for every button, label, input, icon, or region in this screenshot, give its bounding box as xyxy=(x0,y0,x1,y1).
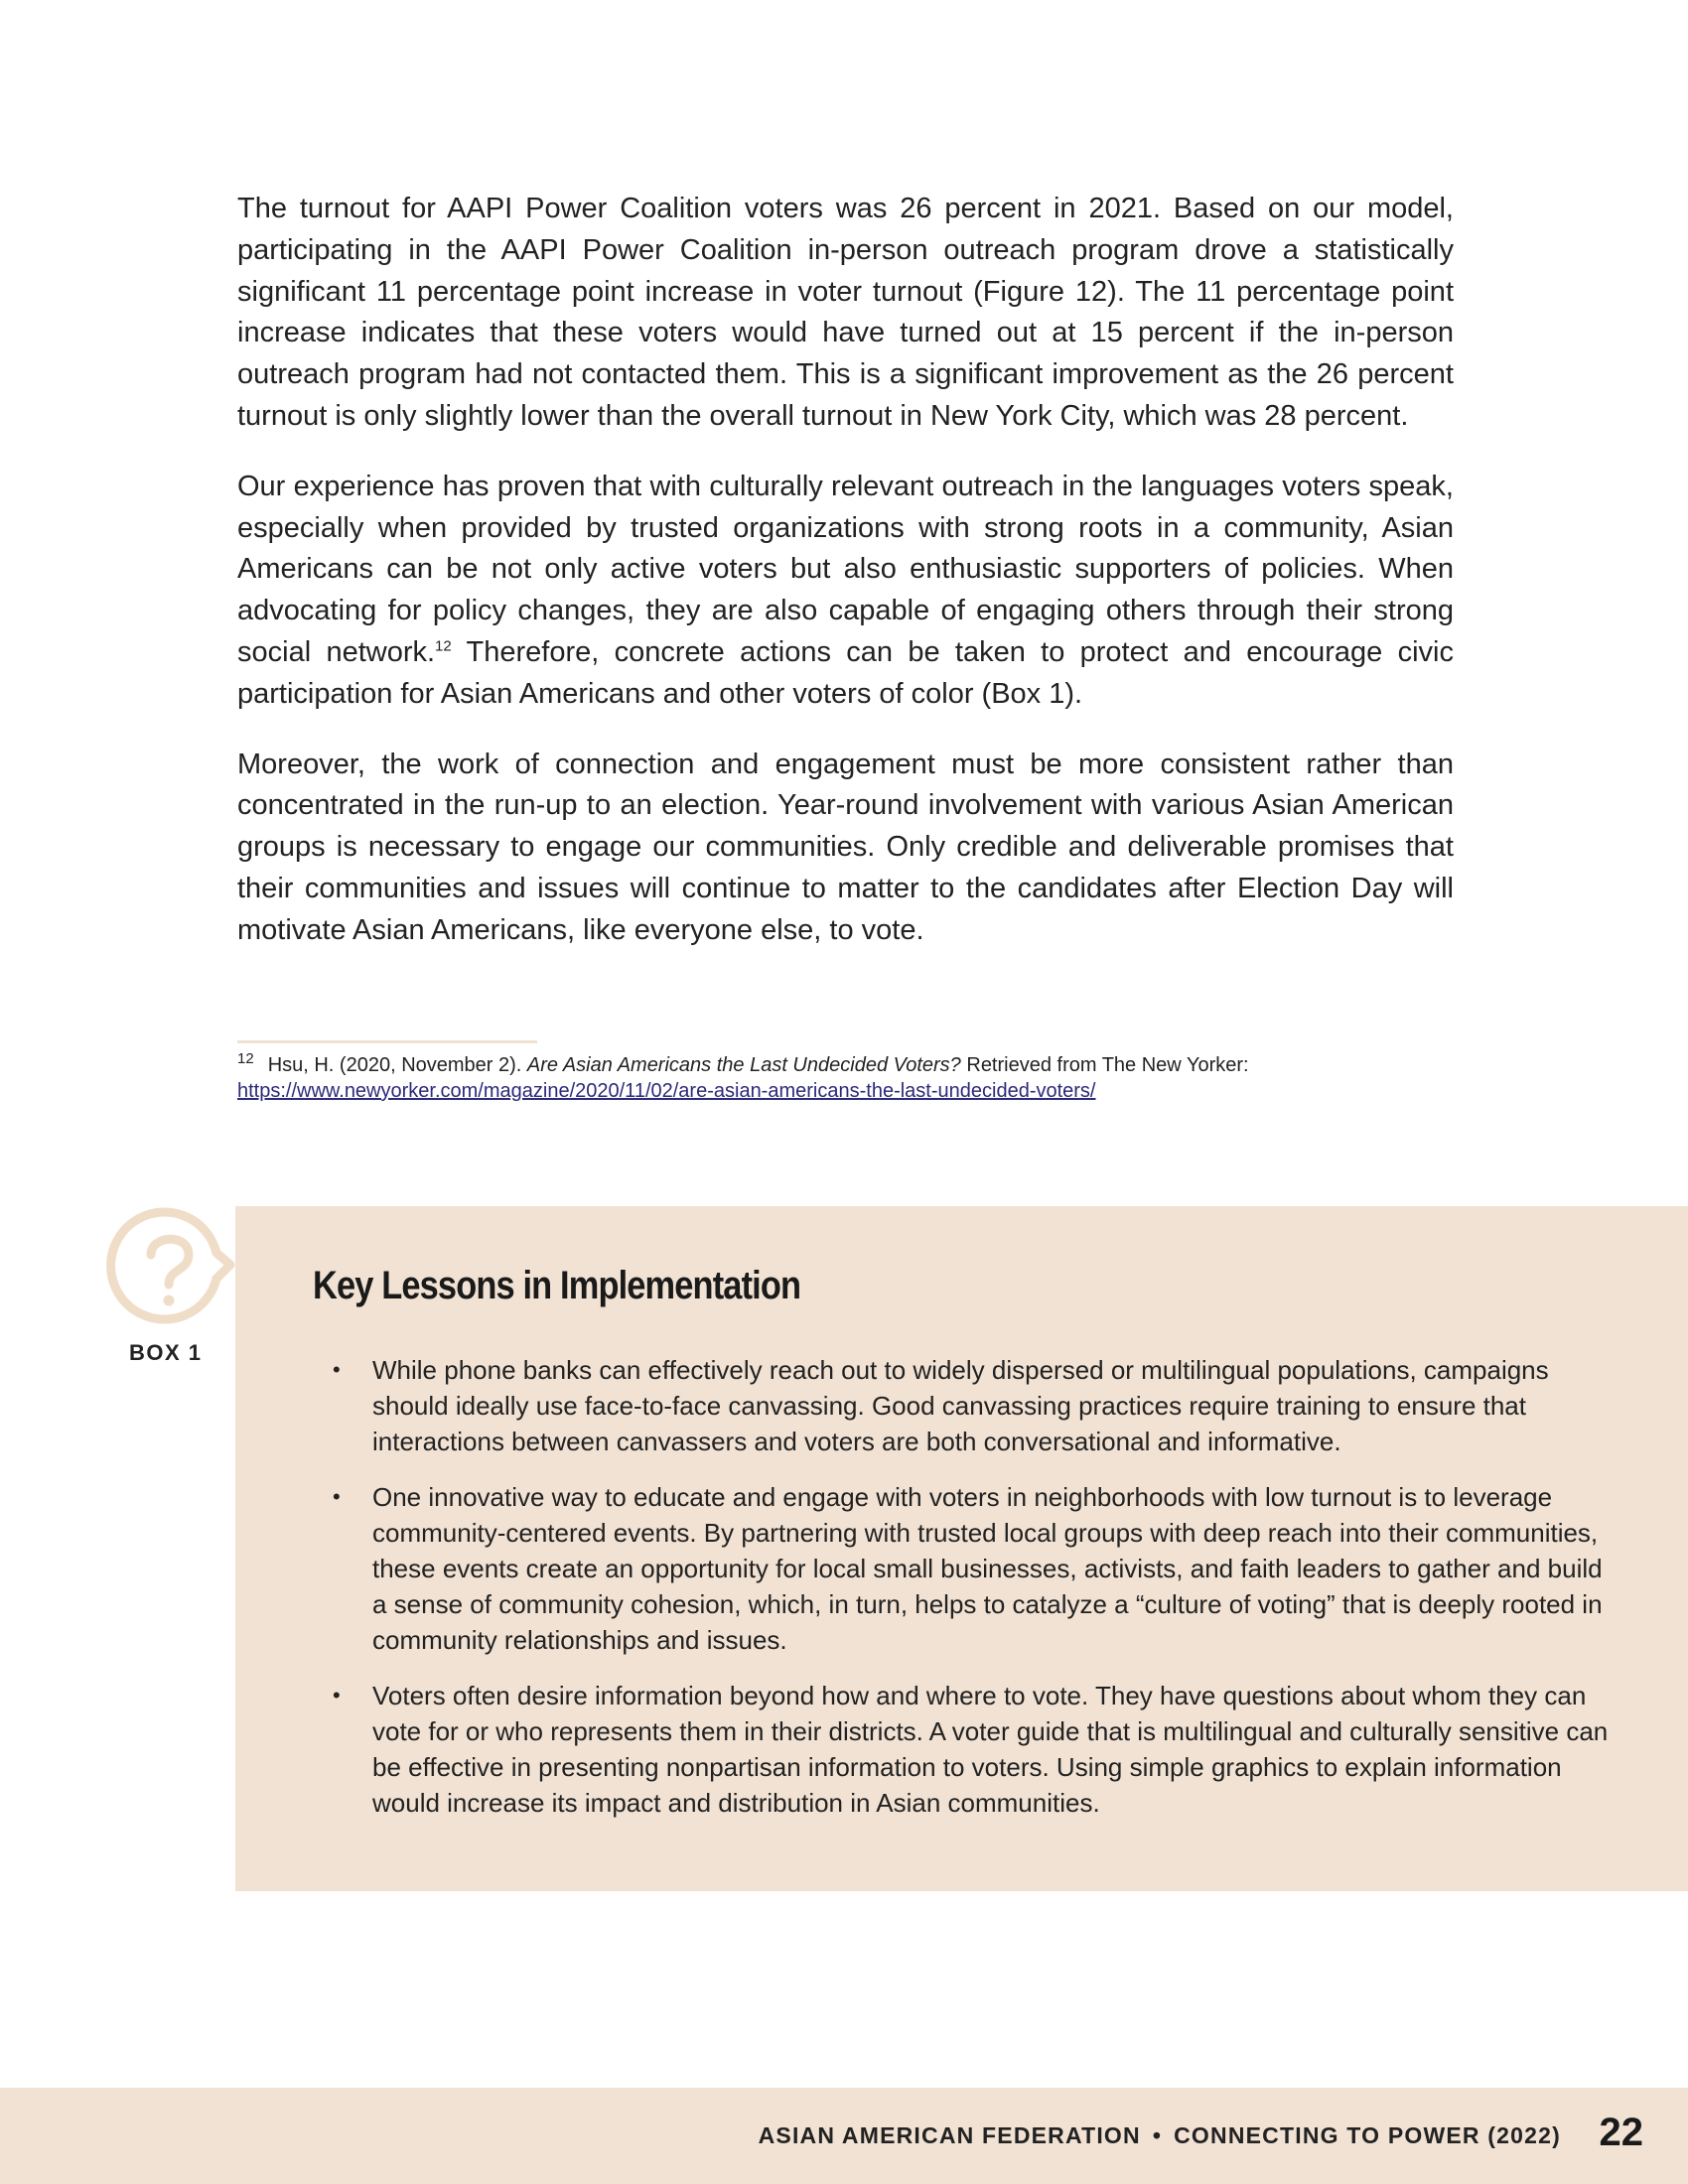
box-title: Key Lessons in Implementation xyxy=(313,1264,801,1307)
box-label: BOX 1 xyxy=(129,1340,203,1365)
paragraph-1: The turnout for AAPI Power Coalition voters was 26 percent in 2021. Based on our model, participating in the AAPI Power Coalition in-person outreach program drove a statistically significant 11 percentage point increase in voter turnout (Figure 12). The 11 percentage point increase indicates that these voters would have turned out at 15 percent if the in-person outreach program had not contacted them. This is a significant improvement as the 26 percent turnout is only slightly lower than the overall turnout in New York City, which was 28 percent. xyxy=(237,193,1454,432)
footer-org: ASIAN AMERICAN FEDERATION xyxy=(758,2122,1141,2148)
list-item xyxy=(333,1479,1623,1658)
main-body-text xyxy=(237,189,1454,981)
footnote-number: 12 xyxy=(237,1050,254,1068)
footer-publication: CONNECTING TO POWER (2022) xyxy=(1174,2122,1561,2148)
bullet-icon: • xyxy=(333,1683,341,1707)
lessons-list xyxy=(333,1352,1623,1841)
footnote-text: Hsu, H. (2020, November 2). xyxy=(267,1054,527,1076)
paragraph-2-text: Our experience has proven that with culturally relevant outreach in the languages voters speak, especially when provided by trusted organizations with strong roots in a community, Asian Americans can be not only active voters but also enthusiastic supporters of policies. When advocating for policy changes, they are also capable of engaging others through their strong social network. xyxy=(237,470,1454,668)
footnote-article-title: Are Asian Americans the Last Undecided Voters? xyxy=(526,1054,961,1076)
footnote-ref-12[interactable]: 12 xyxy=(435,637,452,655)
bullet-icon: • xyxy=(333,1357,341,1382)
footnote-link[interactable]: https://www.newyorker.com/magazine/2020/11/02/are-asian-americans-the-last-undecided-voters/ xyxy=(237,1080,1096,1102)
page-number: 22 xyxy=(1599,2111,1643,2154)
paragraph-2 xyxy=(237,467,1454,716)
list-item-text: Voters often desire information beyond how and where to vote. They have questions about whom they can vote for or who represents them in their districts. A voter guide that is multilingual and culturally sensitive can be effective in presenting nonpartisan information to voters. Using simple graphics to explain information would increase its impact and distribution in Asian communities. xyxy=(372,1681,1609,1818)
paragraph-3: Moreover, the work of connection and engagement must be more consistent rather than concentrated in the run-up to an election. Year-round involvement with various Asian American groups is necessary to engage our communities. Only credible and deliverable promises that their communities and issues will continue to matter to the candidates after Election Day will motivate Asian Americans, like everyone else, to vote. xyxy=(237,748,1454,946)
footnote-divider xyxy=(237,1040,537,1043)
paragraph-2-text-cont: Therefore, concrete actions can be taken to protect and encourage civic participation for Asian Americans and other voters of color (Box 1). xyxy=(237,635,1454,710)
footer-running-title xyxy=(759,2122,1561,2149)
list-item xyxy=(333,1678,1623,1821)
bullet-icon: • xyxy=(333,1484,341,1509)
list-item-text: One innovative way to educate and engage with voters in neighborhoods with low turnout is to leverage community-centered events. By partnering with trusted local groups with deep reach into their communities, these events create an opportunity for local small businesses, activists, and faith leaders to gather and build a sense of community cohesion, which, in turn, helps to catalyze a “culture of voting” that is deeply rooted in community relationships and issues. xyxy=(372,1482,1603,1655)
list-item xyxy=(333,1352,1623,1459)
footnote-12 xyxy=(237,1052,1454,1104)
question-icon xyxy=(99,1201,238,1330)
footnote-source: Retrieved from The New Yorker: xyxy=(960,1054,1249,1076)
list-item-text: While phone banks can effectively reach out to widely dispersed or multilingual populations, campaigns should ideally use face-to-face canvassing. Good canvassing practices require training to ensure that interactions between canvassers and voters are both conversational and informative. xyxy=(372,1355,1549,1456)
footer-separator: • xyxy=(1152,2122,1163,2148)
